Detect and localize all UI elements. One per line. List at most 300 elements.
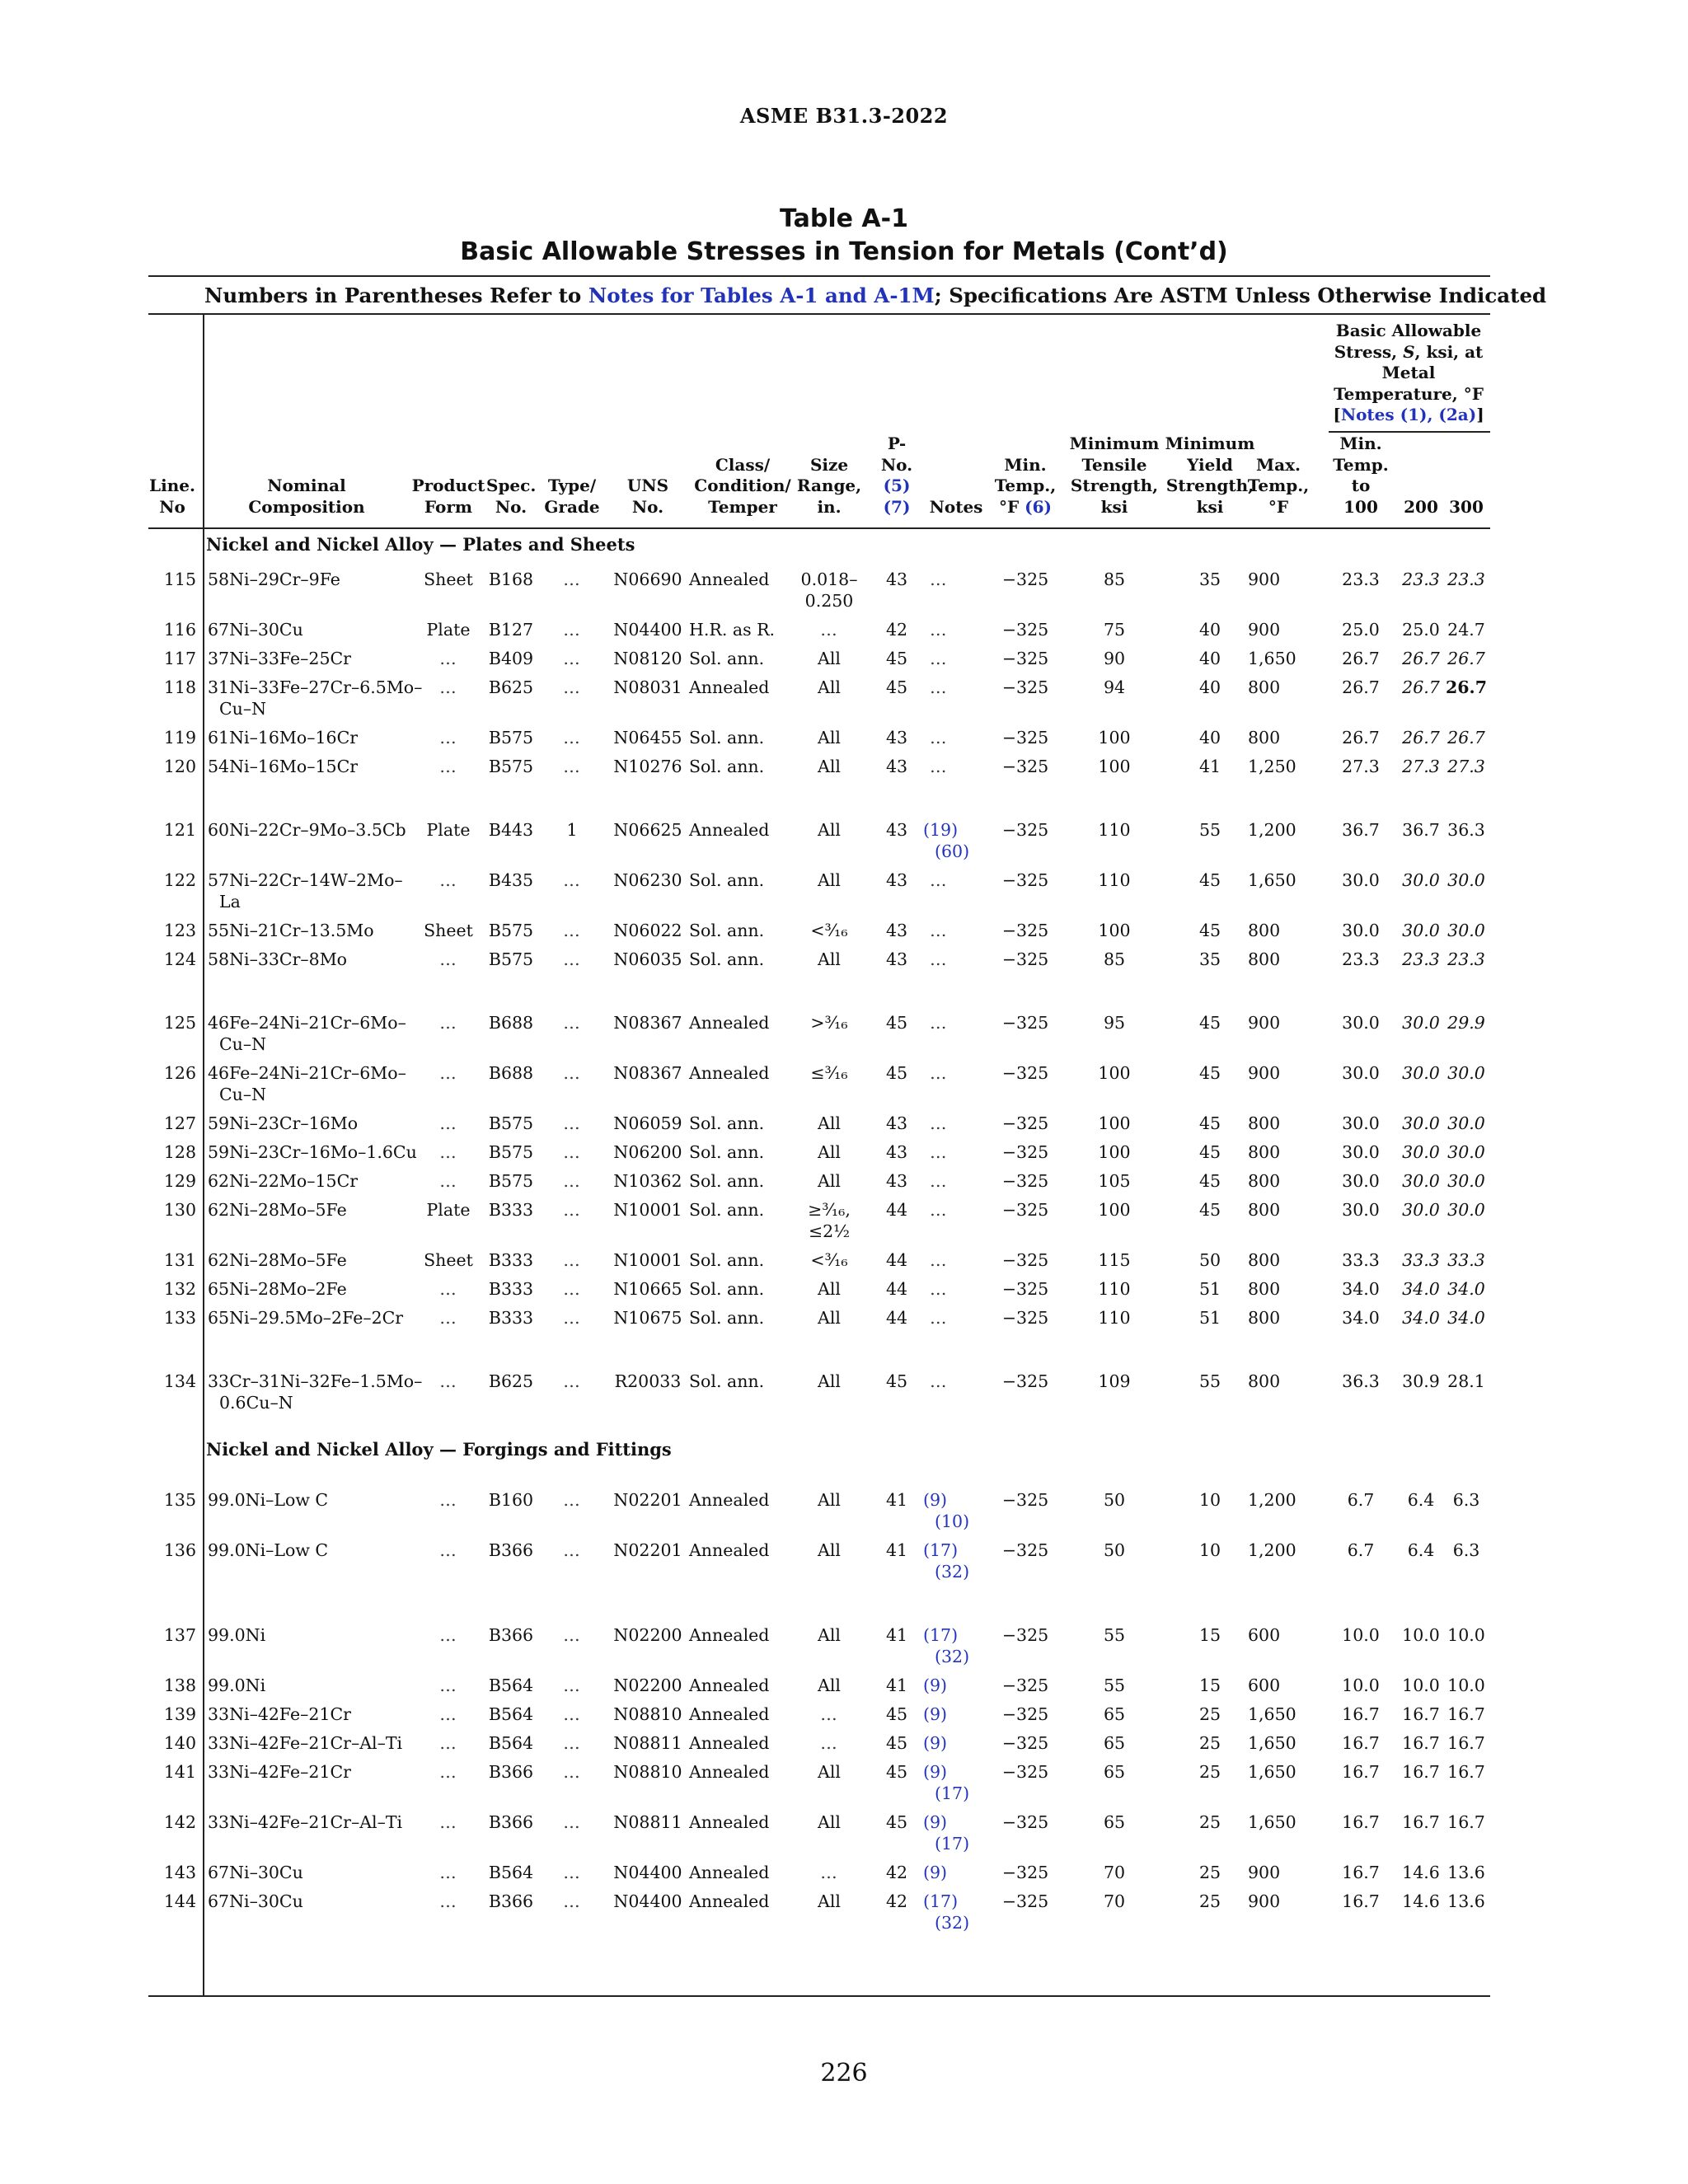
- size-range-line: ≥³⁄₁₆,: [808, 1200, 851, 1220]
- size-range-line: <³⁄₁₆: [810, 921, 848, 940]
- min-temp: −325: [1001, 1113, 1049, 1133]
- tensile-strength: 70: [1103, 1863, 1126, 1882]
- line-number: 125: [163, 1013, 196, 1033]
- uns-number: N06690: [613, 569, 682, 589]
- uns-number: N08811: [613, 1812, 682, 1832]
- spec-number: B564: [488, 1675, 534, 1695]
- max-temp: 1,650: [1248, 1762, 1296, 1782]
- notes-empty: …: [930, 1279, 948, 1299]
- stress-100: 16.7: [1342, 1762, 1380, 1782]
- notes-ref: [923, 1862, 989, 1883]
- nominal-composition-line: 67Ni–30Cu: [208, 620, 303, 640]
- nominal-composition-line: 59Ni–23Cr–16Mo: [208, 1113, 359, 1133]
- spec-number: B564: [488, 1733, 534, 1753]
- size-range-line: …: [820, 1704, 838, 1724]
- stress-300: 16.7: [1447, 1733, 1485, 1753]
- size-range-line: All: [818, 1171, 841, 1191]
- line-number: 134: [163, 1371, 196, 1391]
- class-condition: Sol. ann.: [689, 1279, 765, 1299]
- line-number: 140: [163, 1733, 196, 1753]
- stress-100: 36.3: [1342, 1371, 1380, 1391]
- stress-100: 16.7: [1342, 1812, 1380, 1832]
- stress-100: 34.0: [1342, 1279, 1380, 1299]
- stress-200: 26.7: [1402, 728, 1440, 748]
- stress-200: 16.7: [1402, 1762, 1440, 1782]
- col-header-line: Strength,: [1070, 476, 1159, 495]
- size-range: [793, 1113, 865, 1134]
- size-range: [793, 1489, 865, 1511]
- notes-empty: …: [930, 728, 948, 748]
- spec-number: B333: [488, 1279, 534, 1299]
- p-number: 41: [885, 1675, 908, 1695]
- stress-200: 6.4: [1407, 1490, 1435, 1510]
- running-head: ASME B31.3-2022: [739, 104, 949, 128]
- col-header-type: [536, 476, 608, 518]
- type-grade: …: [563, 1812, 581, 1832]
- spec-number: B333: [488, 1200, 534, 1220]
- uns-number: N06035: [613, 949, 682, 969]
- spec-number: B168: [488, 569, 534, 589]
- uns-number: N10362: [613, 1171, 682, 1191]
- spec-number: B160: [488, 1490, 534, 1510]
- stress-100: 26.7: [1342, 677, 1380, 697]
- p-number: 42: [885, 1891, 908, 1911]
- notes-empty: …: [930, 1013, 948, 1033]
- type-grade: …: [563, 1733, 581, 1753]
- notes-ref-line: (19): [923, 820, 959, 840]
- stress-header-rule: [1329, 431, 1490, 433]
- product-form: …: [439, 1371, 457, 1391]
- stress-100: 30.0: [1342, 921, 1380, 940]
- notes-empty: …: [930, 870, 948, 890]
- stress-300: 30.0: [1447, 1142, 1485, 1162]
- spec-number: B625: [488, 677, 534, 697]
- nominal-composition: [208, 1891, 406, 1912]
- product-form: Plate: [426, 620, 471, 640]
- max-temp: 1,200: [1248, 1540, 1296, 1560]
- line-number: 118: [163, 677, 196, 697]
- stress-100: 6.7: [1347, 1540, 1375, 1560]
- size-range: [793, 1141, 865, 1163]
- tensile-strength: 65: [1103, 1812, 1126, 1832]
- line-number: 135: [163, 1490, 196, 1510]
- type-grade: …: [563, 757, 581, 776]
- yield-strength: 40: [1198, 677, 1221, 697]
- size-range-line: …: [820, 1863, 838, 1882]
- col-header-line: No.: [880, 454, 913, 475]
- uns-number: N02201: [613, 1540, 682, 1560]
- yield-strength: 55: [1198, 820, 1221, 840]
- stress-200: 23.3: [1402, 949, 1440, 969]
- class-condition: H.R. as R.: [689, 620, 776, 640]
- p-number: 44: [885, 1200, 908, 1220]
- yield-strength: 45: [1198, 870, 1221, 890]
- col-header-composition: [208, 476, 406, 518]
- col-header-spec: [486, 476, 536, 518]
- notes-ref-line: (17): [923, 1625, 959, 1645]
- class-condition: Annealed: [689, 1704, 770, 1724]
- product-form: …: [439, 728, 457, 748]
- stress-200: 30.9: [1402, 1371, 1440, 1391]
- spec-number: B575: [488, 1171, 534, 1191]
- stress-300: 10.0: [1447, 1625, 1485, 1645]
- notes-empty: …: [930, 677, 948, 697]
- nominal-composition-line: 62Ni–28Mo–5Fe: [208, 1250, 347, 1270]
- section-title: Nickel and Nickel Alloy — Forgings and Fittings: [206, 1439, 672, 1460]
- stress-100: 36.7: [1342, 820, 1380, 840]
- col-header-line: 300: [1449, 496, 1484, 517]
- nominal-composition-line: 99.0Ni–Low C: [208, 1540, 329, 1560]
- min-temp: −325: [1001, 1371, 1049, 1391]
- col-header-line: No.: [631, 496, 664, 517]
- nominal-composition-line: 58Ni–33Cr–8Mo: [208, 949, 348, 969]
- yield-strength: 40: [1198, 649, 1221, 668]
- class-condition: Annealed: [689, 820, 770, 840]
- line-number: 128: [163, 1142, 196, 1162]
- size-range-line: All: [818, 728, 841, 748]
- p-number: 45: [885, 1812, 908, 1832]
- notes-ref-line: (17): [935, 1783, 970, 1803]
- uns-number: N04400: [613, 1891, 682, 1911]
- product-form: Sheet: [424, 569, 473, 589]
- col-header-line: P-: [887, 434, 907, 453]
- nominal-composition-line: 33Ni–42Fe–21Cr: [208, 1762, 351, 1782]
- type-grade: …: [563, 1142, 581, 1162]
- table-subtitle: Basic Allowable Stresses in Tension for Metals (Cont’d): [460, 237, 1228, 266]
- yield-strength: 25: [1198, 1891, 1221, 1911]
- stress-100: 30.0: [1342, 1113, 1380, 1133]
- notes-ref-line: (32): [935, 1913, 970, 1933]
- nominal-composition: [208, 869, 406, 912]
- min-temp: −325: [1001, 757, 1049, 776]
- column-header-rule: [148, 527, 1490, 529]
- max-temp: 600: [1248, 1675, 1281, 1695]
- tensile-strength: 70: [1103, 1891, 1126, 1911]
- yield-strength: 45: [1198, 1142, 1221, 1162]
- yield-strength: 15: [1198, 1625, 1221, 1645]
- line-number: 136: [163, 1540, 196, 1560]
- stress-300: 34.0: [1447, 1279, 1485, 1299]
- type-grade: …: [563, 1704, 581, 1724]
- tensile-strength: 50: [1103, 1490, 1126, 1510]
- nominal-composition-line: 59Ni–23Cr–16Mo–1.6Cu: [208, 1142, 417, 1162]
- p-number: 45: [885, 1704, 908, 1724]
- line-number: 138: [163, 1675, 196, 1695]
- notes-link[interactable]: Notes for Tables A-1 and A-1M: [588, 284, 935, 307]
- size-range-line: …: [820, 620, 838, 640]
- notes-empty: …: [930, 1142, 948, 1162]
- col-header-uns: [610, 476, 686, 518]
- size-range-line: All: [818, 1675, 841, 1695]
- max-temp: 800: [1248, 1308, 1281, 1328]
- max-temp: 1,650: [1248, 870, 1296, 890]
- max-temp: 1,650: [1248, 649, 1296, 668]
- max-temp: 800: [1248, 1200, 1281, 1220]
- nominal-composition-line: 99.0Ni: [208, 1625, 266, 1645]
- notes-ref-line: (9): [923, 1812, 948, 1832]
- type-grade: …: [563, 1675, 581, 1695]
- stress-300: 36.3: [1447, 820, 1485, 840]
- line-number: 127: [163, 1113, 196, 1133]
- tensile-strength: 65: [1103, 1704, 1126, 1724]
- nominal-composition-line: Cu–N: [219, 1085, 267, 1104]
- yield-strength: 45: [1198, 1171, 1221, 1191]
- class-condition: Sol. ann.: [689, 1171, 765, 1191]
- nominal-composition-line: 62Ni–22Mo–15Cr: [208, 1171, 359, 1191]
- min-temp: −325: [1001, 728, 1049, 748]
- stress-100: 10.0: [1342, 1675, 1380, 1695]
- stress-300: 24.7: [1447, 620, 1485, 640]
- yield-strength: 45: [1198, 1063, 1221, 1083]
- stress-300: 13.6: [1447, 1891, 1485, 1911]
- p-number: 45: [885, 1733, 908, 1753]
- yield-strength: 40: [1198, 620, 1221, 640]
- nominal-composition: [208, 819, 406, 841]
- stress-100: 16.7: [1342, 1733, 1380, 1753]
- page-number: 226: [820, 2059, 868, 2088]
- type-grade: …: [563, 1113, 581, 1133]
- stress-200: 30.0: [1402, 1113, 1440, 1133]
- class-condition: Sol. ann.: [689, 1371, 765, 1391]
- stress-200: 30.0: [1402, 870, 1440, 890]
- uns-number: R20033: [614, 1371, 682, 1391]
- notes-ref: [923, 819, 989, 862]
- col-header-line: in.: [817, 496, 842, 517]
- product-form: Plate: [426, 1200, 471, 1220]
- bottom-rule: [148, 1995, 1490, 1997]
- product-form: …: [439, 1733, 457, 1753]
- table-subheader: [204, 284, 1547, 307]
- type-grade: …: [563, 1308, 581, 1328]
- type-grade: …: [563, 1200, 581, 1220]
- product-form: …: [439, 949, 457, 969]
- class-condition: Annealed: [689, 1891, 770, 1911]
- class-condition: Sol. ann.: [689, 870, 765, 890]
- notes-ref-line: (60): [935, 841, 970, 861]
- line-number: 123: [163, 921, 196, 940]
- uns-number: N08810: [613, 1704, 682, 1724]
- size-range-line: All: [818, 649, 841, 668]
- p-number: 45: [885, 649, 908, 668]
- col-header-line: Temp.,: [994, 476, 1057, 495]
- nominal-composition: [208, 1170, 406, 1192]
- subheader-text: Numbers in Parentheses Refer to: [204, 284, 588, 307]
- stress-200: 16.7: [1402, 1733, 1440, 1753]
- tensile-strength: 90: [1103, 649, 1126, 668]
- notes-ref-line: (32): [935, 1647, 970, 1666]
- p-number: 41: [885, 1540, 908, 1560]
- nominal-composition-line: La: [219, 892, 241, 912]
- max-temp: 800: [1248, 921, 1281, 940]
- line-number: 141: [163, 1762, 196, 1782]
- spec-number: B625: [488, 1371, 534, 1391]
- stress-header-line: Metal: [1381, 363, 1436, 382]
- yield-strength: 45: [1198, 1113, 1221, 1133]
- p-number: 45: [885, 1762, 908, 1782]
- p-number: 45: [885, 1013, 908, 1033]
- tensile-strength: 110: [1098, 870, 1131, 890]
- uns-number: N06200: [613, 1142, 682, 1162]
- stress-200: 16.7: [1402, 1704, 1440, 1724]
- stress-300: 27.3: [1447, 757, 1485, 776]
- product-form: Plate: [426, 820, 471, 840]
- stress-300: 6.3: [1452, 1540, 1480, 1560]
- size-range-line: All: [818, 1891, 841, 1911]
- yield-strength: 41: [1198, 757, 1221, 776]
- class-condition: Annealed: [689, 1863, 770, 1882]
- col-header-line: Line.: [149, 476, 195, 495]
- col-header-line: Min.: [1339, 434, 1382, 453]
- p-number: 43: [885, 949, 908, 969]
- size-range-line: All: [818, 870, 841, 890]
- size-range: [793, 677, 865, 698]
- product-form: …: [439, 1279, 457, 1299]
- col-header-line: °F: [998, 496, 1025, 517]
- min-temp: −325: [1001, 870, 1049, 890]
- col-header-line: ksi: [1100, 496, 1128, 517]
- notes-ref: [923, 1675, 989, 1696]
- uns-number: N08367: [613, 1013, 682, 1033]
- col-header-line: Class/: [715, 454, 771, 475]
- min-temp: −325: [1001, 1540, 1049, 1560]
- notes-ref-line: (17): [923, 1540, 959, 1560]
- line-number: 124: [163, 949, 196, 969]
- class-condition: Sol. ann.: [689, 1142, 765, 1162]
- stress-300: 6.3: [1452, 1490, 1480, 1510]
- col-header-line: No: [159, 496, 185, 517]
- min-temp: −325: [1001, 1250, 1049, 1270]
- uns-number: N08120: [613, 649, 682, 668]
- product-form: …: [439, 1891, 457, 1911]
- product-form: …: [439, 1142, 457, 1162]
- subheader-text-end: ; Specifications Are ASTM Unless Otherwise Indicated: [934, 284, 1547, 307]
- col-header-form: [409, 476, 488, 518]
- notes-empty: …: [930, 1113, 948, 1133]
- class-condition: Annealed: [689, 1762, 770, 1782]
- p-number: 43: [885, 569, 908, 589]
- size-range: [793, 1891, 865, 1912]
- tensile-strength: 85: [1103, 569, 1126, 589]
- notes-ref: [923, 1891, 989, 1933]
- stress-200: 14.6: [1402, 1863, 1440, 1882]
- p-number: 43: [885, 1142, 908, 1162]
- uns-number: N08367: [613, 1063, 682, 1083]
- line-number: 133: [163, 1308, 196, 1328]
- col-header-size: [793, 455, 865, 518]
- notes-ref-line: (10): [935, 1511, 970, 1531]
- nominal-composition: [208, 1307, 406, 1329]
- nominal-composition: [208, 1278, 406, 1300]
- nominal-composition: [208, 920, 406, 941]
- max-temp: 1,650: [1248, 1733, 1296, 1753]
- yield-strength: 25: [1198, 1863, 1221, 1882]
- product-form: …: [439, 1171, 457, 1191]
- notes-empty: …: [930, 620, 948, 640]
- stress-100: 30.0: [1342, 1171, 1380, 1191]
- stress-200: 36.7: [1402, 820, 1440, 840]
- tensile-strength: 115: [1098, 1250, 1131, 1270]
- nominal-composition-line: 33Cr–31Ni–32Fe–1.5Mo–: [208, 1371, 423, 1391]
- notes-ref-line: (17): [935, 1834, 970, 1854]
- size-range-line: All: [818, 1540, 841, 1560]
- line-number: 116: [163, 620, 196, 640]
- col-header-line: Notes: [929, 496, 983, 517]
- notes-empty: …: [930, 1308, 948, 1328]
- size-range: [793, 1540, 865, 1561]
- uns-number: N06022: [613, 921, 682, 940]
- col-header-line: (7): [883, 496, 911, 517]
- stress-200: 30.0: [1402, 1063, 1440, 1083]
- uns-number: N06230: [613, 870, 682, 890]
- col-header-line: Type/: [547, 476, 597, 495]
- uns-number: N08810: [613, 1762, 682, 1782]
- line-number: 139: [163, 1704, 196, 1724]
- class-condition: Annealed: [689, 1733, 770, 1753]
- stress-300: 10.0: [1447, 1675, 1485, 1695]
- tensile-strength: 100: [1098, 1113, 1131, 1133]
- col-header-class: [681, 455, 804, 518]
- yield-strength: 25: [1198, 1704, 1221, 1724]
- spec-number: B575: [488, 949, 534, 969]
- product-form: …: [439, 1013, 457, 1033]
- stress-200: 10.0: [1402, 1625, 1440, 1645]
- min-temp: −325: [1001, 649, 1049, 668]
- size-range: [793, 1761, 865, 1783]
- stress-200: 26.7: [1402, 677, 1440, 697]
- col-header-line: 200: [1404, 496, 1438, 517]
- stress-300: 28.1: [1447, 1371, 1485, 1391]
- stress-header-line: Temperature, °F: [1334, 383, 1484, 404]
- yield-strength: 45: [1198, 1013, 1221, 1033]
- size-range: [793, 1170, 865, 1192]
- notes-ref: [923, 1489, 989, 1532]
- max-temp: 600: [1248, 1625, 1281, 1645]
- stress-200: 10.0: [1402, 1675, 1440, 1695]
- line-number: 142: [163, 1812, 196, 1832]
- stress-100: 33.3: [1342, 1250, 1380, 1270]
- nominal-composition-line: 60Ni–22Cr–9Mo–3.5Cb: [208, 820, 406, 840]
- notes-ref-line: (9): [923, 1704, 948, 1724]
- tensile-strength: 94: [1103, 677, 1126, 697]
- tensile-strength: 65: [1103, 1762, 1126, 1782]
- stress-300: 30.0: [1447, 1113, 1485, 1133]
- nominal-composition: [208, 1761, 406, 1783]
- stress-100: 34.0: [1342, 1308, 1380, 1328]
- uns-number: N10675: [613, 1308, 682, 1328]
- type-grade: …: [563, 1279, 581, 1299]
- line-number: 144: [163, 1891, 196, 1911]
- stress-300: 30.0: [1447, 1171, 1485, 1191]
- spec-number: B575: [488, 921, 534, 940]
- notes-empty: …: [930, 569, 948, 589]
- size-range-line: ≤2½: [808, 1221, 851, 1241]
- col-header-mintemp: [989, 455, 1062, 518]
- p-number: 41: [885, 1490, 908, 1510]
- stress-100: 16.7: [1342, 1891, 1380, 1911]
- max-temp: 800: [1248, 728, 1281, 748]
- size-range: [793, 869, 865, 891]
- max-temp: 900: [1248, 1891, 1281, 1911]
- stress-notes-link[interactable]: Notes (1), (2a): [1340, 405, 1477, 424]
- tensile-strength: 50: [1103, 1540, 1126, 1560]
- min-temp: −325: [1001, 1812, 1049, 1832]
- max-temp: 1,650: [1248, 1704, 1296, 1724]
- nominal-composition: [208, 677, 423, 719]
- nominal-composition: [208, 1012, 406, 1055]
- class-condition: Sol. ann.: [689, 949, 765, 969]
- col-header-line: [148, 476, 196, 518]
- stress-200: 27.3: [1402, 757, 1440, 776]
